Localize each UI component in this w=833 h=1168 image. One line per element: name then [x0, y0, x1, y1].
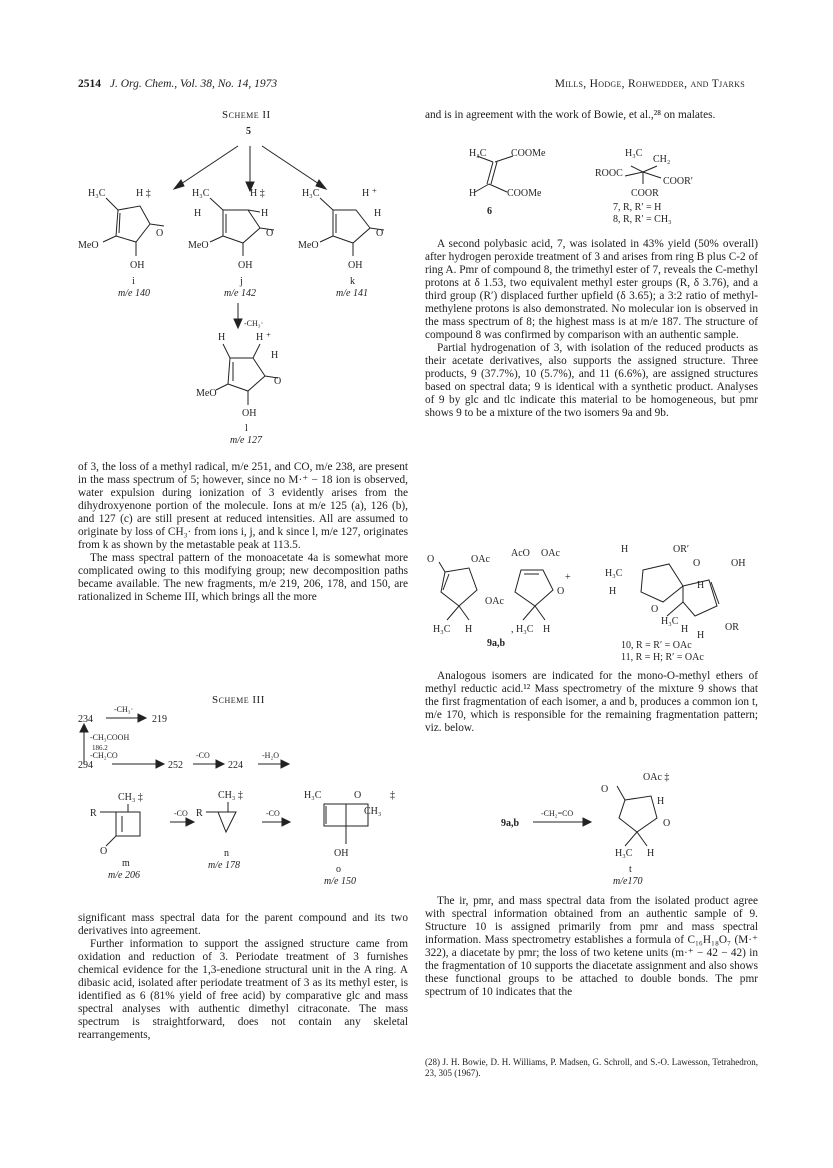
- svg-text:H₃C: H₃C: [192, 188, 210, 199]
- svg-text:OH: OH: [242, 408, 257, 419]
- svg-text:CH₂: CH₂: [653, 154, 671, 165]
- paragraph: significant mass spectral data for the parent compound and its two derivatives into agreement.: [78, 912, 408, 937]
- ion-t-label: t: [629, 864, 632, 875]
- scheme-2-compound-5: 5: [246, 126, 251, 137]
- svg-text:O: O: [693, 558, 701, 569]
- svg-text:H: H: [681, 624, 689, 635]
- svg-text:, H₃C: , H₃C: [511, 624, 534, 635]
- svg-text:H₃C: H₃C: [615, 848, 633, 859]
- svg-text:H ⁺: H ⁺: [362, 188, 377, 199]
- compound-10-label: 10, R = R′ = OAc: [621, 640, 692, 651]
- svg-text:H₃C: H₃C: [625, 148, 643, 159]
- svg-text:OAc ‡: OAc ‡: [643, 772, 670, 783]
- svg-text:H: H: [469, 188, 477, 199]
- svg-text:‡: ‡: [390, 790, 395, 801]
- compound-8-label: 8, R, R′ = CH₃: [613, 214, 672, 225]
- svg-text:O: O: [651, 604, 659, 615]
- svg-text:H ‡: H ‡: [250, 188, 265, 199]
- svg-text:OH: OH: [348, 260, 363, 271]
- left-column-text-top: [78, 461, 408, 604]
- svg-text:MeO: MeO: [78, 240, 99, 251]
- paragraph: The mass spectral pattern of the monoacetate 4a is somewhat more complicated owing to this modifying group; new decomposition paths became available. The new fragments, m/e 219, 206, 178, and 150, are rationalized in Scheme III, which brings all the more: [78, 552, 408, 603]
- svg-text:COOR′: COOR′: [663, 176, 693, 187]
- svg-text:H: H: [218, 332, 226, 343]
- ion-j-label: j: [240, 276, 243, 287]
- svg-text:O: O: [557, 586, 565, 597]
- scheme-2-arrow-label: -CH₃·: [244, 319, 264, 328]
- structures-9-10-11: [425, 540, 758, 664]
- paragraph: The ir, pmr, and mass spectral data from the isolated product agree with spectral information obtained from an authentic sample of 9. Structure 10 is assigned primarily from pmr and mass spectral information. Mass spectrometry establishes a formula of C₁₆H₁₈O₇ (M·⁺ 322), a diacetate by pmr; the loss of two ketene units (m·⁺ − 42 − 42) in the fragmentation of 10 supports the diacetate assignment and also shows these functional groups to be attached to double bonds. The pmr spectrum of 10 indicates that the: [425, 895, 758, 998]
- paragraph: Analogous isomers are indicated for the mono-O-methyl ethers of methyl reductic acid.¹² Mass spectrometry of the mixture 9 shows that the first fragmentation of each isomer, a and b, produces a common ion t, m/e 170, which is responsible for the remaining fragmentation pattern; viz. below.: [425, 670, 758, 734]
- ion-n-mass: m/e 178: [208, 860, 240, 871]
- running-header-left: [78, 78, 277, 90]
- svg-text:H₃C: H₃C: [88, 188, 106, 199]
- svg-text:COOR: COOR: [631, 188, 659, 199]
- label-ch3cooh: -CH₃COOH: [90, 733, 130, 742]
- svg-text:H₃C: H₃C: [605, 568, 623, 579]
- svg-text:O: O: [427, 554, 435, 565]
- paragraph: and is in agreement with the work of Bowie, et al.,²⁸ on malates.: [425, 109, 716, 121]
- svg-text:H₃C: H₃C: [469, 148, 487, 159]
- right-column-text-mid2: [425, 670, 758, 735]
- svg-text:O: O: [663, 818, 671, 829]
- svg-text:O: O: [274, 376, 282, 387]
- ion-m-label: m: [122, 858, 130, 869]
- label-co-2: -CO: [174, 809, 188, 818]
- svg-text:O: O: [601, 784, 609, 795]
- svg-text:H ‡: H ‡: [136, 188, 151, 199]
- svg-text:H: H: [609, 586, 617, 597]
- left-column-text-bottom: [78, 912, 408, 1042]
- svg-text:O: O: [354, 790, 362, 801]
- scheme-3-figure: [78, 704, 408, 894]
- metastable-peak: 186.2: [92, 744, 108, 752]
- footnote-28: (28) J. H. Bowie, D. H. Williams, P. Madsen, G. Schroll, and S.-O. Lawesson, Tetrahedron, 23, 305 (1967).: [425, 1057, 758, 1078]
- mass-294: 294: [78, 760, 93, 771]
- svg-text:H₃C: H₃C: [433, 624, 451, 635]
- svg-text:MeO: MeO: [188, 240, 209, 251]
- compound-11-label: 11, R = H; R′ = OAc: [621, 652, 704, 663]
- label-ch2co: -CH₂CO: [90, 751, 118, 760]
- scheme-3-title: Scheme III: [212, 694, 265, 706]
- ion-l-mass: m/e 127: [230, 435, 262, 446]
- svg-text:O: O: [266, 228, 274, 239]
- structures-6-7-8: [425, 144, 758, 236]
- scheme-2-figure: [78, 118, 408, 458]
- ketene-loss-label: -CH₂=CO: [541, 809, 574, 818]
- mass-252: 252: [168, 760, 183, 771]
- svg-text:R: R: [90, 808, 97, 819]
- svg-text:OR: OR: [725, 622, 739, 633]
- svg-text:COOMe: COOMe: [511, 148, 546, 159]
- compound-9-label: 9a,b: [487, 638, 506, 649]
- label-ch3: -CH₃·: [114, 705, 134, 714]
- svg-text:CH₃ ‡: CH₃ ‡: [218, 790, 243, 801]
- svg-text:H: H: [261, 208, 269, 219]
- svg-text:H₃C: H₃C: [661, 616, 679, 627]
- svg-text:H: H: [194, 208, 202, 219]
- svg-text:H: H: [543, 624, 551, 635]
- mass-219: 219: [152, 714, 167, 725]
- label-co-3: -CO: [266, 809, 280, 818]
- svg-text:OAc: OAc: [485, 596, 504, 607]
- ion-k-label: k: [350, 276, 355, 287]
- svg-text:OH: OH: [334, 848, 349, 859]
- right-column-text-mid: [425, 238, 758, 420]
- svg-text:OAc: OAc: [541, 548, 560, 559]
- ion-k-mass: m/e 141: [336, 288, 368, 299]
- svg-text:H: H: [697, 630, 705, 641]
- svg-text:H ⁺: H ⁺: [256, 332, 271, 343]
- ion-o-mass: m/e 150: [324, 876, 356, 887]
- label-h2o: -H₂O: [262, 751, 280, 760]
- mass-224: 224: [228, 760, 243, 771]
- svg-text:O: O: [376, 228, 384, 239]
- ion-t-mass: m/e170: [613, 876, 643, 886]
- mass-234: 234: [78, 714, 93, 725]
- label-co-1: -CO: [196, 751, 210, 760]
- journal-citation: J. Org. Chem., Vol. 38, No. 14, 1973: [109, 78, 278, 90]
- ion-n-label: n: [224, 848, 229, 859]
- svg-text:OH: OH: [238, 260, 253, 271]
- svg-text:OAc: OAc: [471, 554, 490, 565]
- running-header-authors: Mills, Hodge, Rohwedder, and Tjarks: [554, 78, 745, 90]
- svg-text:MeO: MeO: [298, 240, 319, 251]
- svg-text:CH₃ ‡: CH₃ ‡: [118, 792, 143, 803]
- paragraph: Further information to support the assigned structure came from oxidation and reduction of 3. Periodate treatment of 3 furnishes chemical evidence for the 1,3-enedione structural unit in the A ring. A dibasic acid, isolated after periodate treatment of 3 as its methyl ester, is identified as 6 (81% yield of free acid) by comparative glc and mass spectral analyses with authentic dimethyl citraconate. The mass spectrum is straightforward, does not contain any skeletal rearrangements,: [78, 938, 408, 1041]
- ion-m-mass: m/e 206: [108, 870, 140, 881]
- svg-text:H: H: [697, 580, 705, 591]
- reactant-9ab: 9a,b: [501, 818, 520, 829]
- paragraph: of 3, the loss of a methyl radical, m/e 251, and CO, m/e 238, are present in the mass spectrum of 5; however, since no M·⁺ − 18 ion is observed, water expulsion during ionization of 3 evidently arises from the dihydroxyenone portion of the molecule. Ions at m/e 125 (a), 126 (b), and 127 (c) are still present at reduced intensities. All are assumed to originate by loss of CH₃· from ions i, j, and k since l, m/e 127, originates from k as shown by the metastable peak at 113.5.: [78, 461, 408, 551]
- svg-text:AcO: AcO: [511, 548, 530, 559]
- svg-text:H: H: [621, 544, 629, 555]
- ion-i-mass: m/e 140: [118, 288, 150, 299]
- paragraph: Partial hydrogenation of 3, with isolation of the reduced products as their acetate derivatives, also supports the assigned structure. Three products, 9 (37.7%), 10 (5.7%), and 11 (6.6%), are assigned structures based on spectral data; 9 is identical with a synthetic product. Analyses of 9 by glc and tlc indicate this material to be homogeneous, but pmr shows 9 to be a mixture of the two isomers 9a and 9b.: [425, 342, 758, 419]
- right-column-text-top: [425, 109, 758, 122]
- svg-text:H: H: [271, 350, 279, 361]
- svg-text:+: +: [565, 572, 571, 583]
- scheme-2-title: Scheme II: [222, 109, 271, 121]
- ion-j-mass: m/e 142: [224, 288, 256, 299]
- svg-text:H: H: [374, 208, 382, 219]
- page-number: 2514: [78, 78, 101, 90]
- compound-6-label: 6: [487, 206, 492, 217]
- svg-text:H: H: [647, 848, 655, 859]
- compound-7-label: 7, R, R′ = H: [613, 202, 662, 213]
- svg-text:COOMe: COOMe: [507, 188, 542, 199]
- ion-o-label: o: [336, 864, 341, 875]
- svg-text:MeO: MeO: [196, 388, 217, 399]
- svg-text:H₃C: H₃C: [302, 188, 320, 199]
- svg-text:H: H: [657, 796, 665, 807]
- svg-text:OH: OH: [130, 260, 145, 271]
- svg-text:H₃C: H₃C: [304, 790, 322, 801]
- svg-text:OH: OH: [731, 558, 746, 569]
- ion-i-label: i: [132, 276, 135, 287]
- svg-text:O: O: [156, 228, 164, 239]
- paragraph: A second polybasic acid, 7, was isolated in 43% yield (50% overall) after hydrogen peroxide treatment of 3 and arises from ring B plus C-2 of ring A. Pmr of compound 8, the trimethyl ester of 7, reveals the C-methyl protons at δ 1.53, two equivalent methyl ester groups (R, δ 3.76), and a third group (R′) displaced further upfield (δ 3.65); a 3:2 ratio of methyl-methylene protons is also demonstrated. No molecular ion is observed in the mass spectrum of 8; the highest mass is at m/e 187. The structure of compound 8 was confirmed by comparison with an authentic sample.: [425, 238, 758, 341]
- svg-text:ROOC: ROOC: [595, 168, 623, 179]
- svg-text:CH₃: CH₃: [364, 806, 382, 817]
- svg-text:OR′: OR′: [673, 544, 690, 555]
- svg-text:R: R: [196, 808, 203, 819]
- svg-text:O: O: [100, 846, 108, 857]
- svg-text:H: H: [465, 624, 473, 635]
- right-column-text-bottom: [425, 895, 758, 999]
- ion-l-label: l: [245, 423, 248, 434]
- fragmentation-t: [425, 760, 758, 886]
